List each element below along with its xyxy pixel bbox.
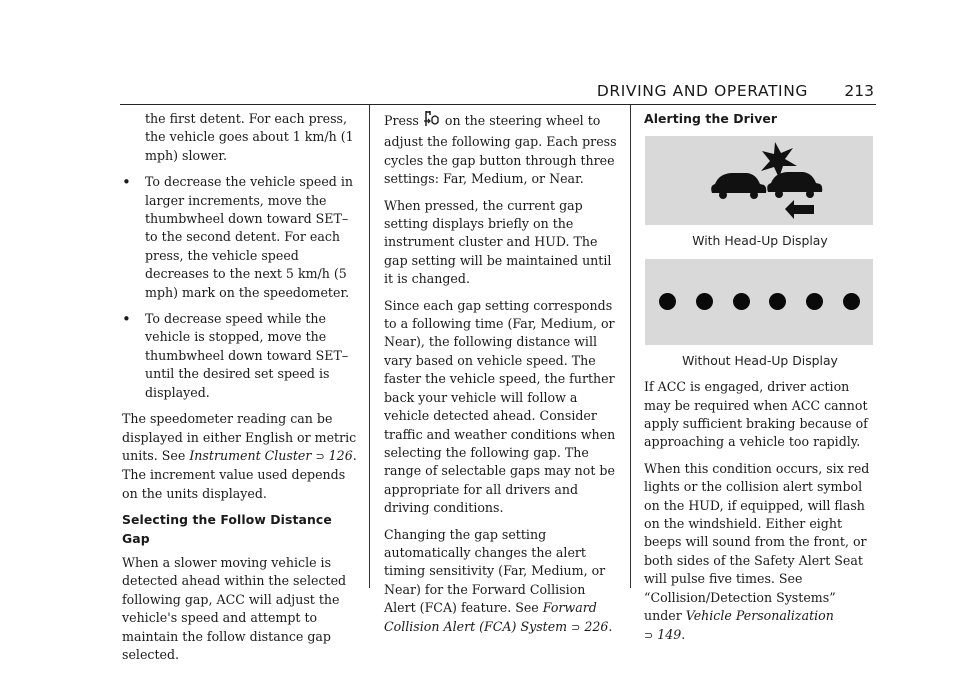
paragraph: When this condition occurs, six red lights or the collision alert symbol on the HUD, if equipped, will flash on the windshield. Either eight beeps will sound from the front, or both sides of the Safety Alert Seat will pulse five times. See “Collision/Detection Systems” under Vehicle Personalization ⊃ 149. <box>644 460 870 642</box>
alert-light-icon <box>733 293 750 310</box>
section-title: DRIVING AND OPERATING <box>596 82 808 100</box>
fca-system-link[interactable]: Forward Collision Alert (FCA) System ⊃ 226 <box>384 600 609 634</box>
hud-collision-illustration <box>645 136 873 225</box>
bullet-item: • To decrease speed while the vehicle is stopped, move the thumbwheel down toward SET– until the desired set speed is displayed. <box>122 310 349 400</box>
page-ref-icon: ⊃ <box>571 620 581 634</box>
paragraph: When a slower moving vehicle is detected ahead within the selected following gap, ACC will adjust the vehicle's speed and attempt to maintain the follow distance gap selected. <box>122 554 347 662</box>
alert-light-icon <box>769 293 786 310</box>
instrument-cluster-link[interactable]: Instrument Cluster ⊃ 126 <box>189 447 353 463</box>
bullet-item: • To decrease the vehicle speed in larger increments, move the thumbwheel down toward SET– to the second detent. For each press, the vehicle speed decreases to the next 5 km/h (5 mph) mark on the speedometer. <box>122 173 353 300</box>
paragraph: Since each gap setting corresponds to a following time (Far, Medium, or Near), the following distance will vary based on vehicle speed. The faster the vehicle speed, the further back your vehicle will follow a vehicle detected ahead. Consider traffic and weather conditions when selecting the following gap. The range of selectable gaps may not be appropriate for all drivers and driving conditions. <box>384 297 616 516</box>
alert-light-icon <box>806 293 823 310</box>
page-number: 213 <box>844 82 874 100</box>
alert-lights <box>645 293 873 310</box>
column-3 <box>644 110 876 653</box>
paragraph: Press on the steering wheel to adjust the following gap. Each press cycles the gap button through three settings: Far, Medium, or Near. <box>384 110 620 189</box>
bullet-icon: • <box>122 173 131 192</box>
section-heading: Selecting the Follow Distance Gap <box>122 512 332 546</box>
paragraph: The speedometer reading can be displayed in either English or metric units. See Instrument Cluster ⊃ 126. The increment value used depends on the units displayed. <box>122 411 357 501</box>
page-header <box>120 82 876 105</box>
column-1 <box>122 110 358 672</box>
alert-light-icon <box>659 293 676 310</box>
alert-light-icon <box>696 293 713 310</box>
follow-gap-icon <box>424 110 440 133</box>
figure-caption: Without Head-Up Display <box>682 352 838 368</box>
column-divider <box>369 105 370 588</box>
column-divider <box>630 105 631 588</box>
alert-light-icon <box>843 293 860 310</box>
column-2 <box>384 110 620 645</box>
bullet-icon: • <box>122 310 131 329</box>
page-ref-icon: ⊃ <box>644 628 654 642</box>
section-heading: Alerting the Driver <box>644 111 778 126</box>
alert-lights-illustration <box>645 259 873 345</box>
figure-caption: With Head-Up Display <box>692 233 828 249</box>
paragraph: If ACC is engaged, driver action may be required when ACC cannot apply sufficient braking because of approaching a vehicle too rapidly. <box>644 379 868 450</box>
paragraph: When pressed, the current gap setting displays briefly on the instrument cluster and HUD. The gap setting will be maintained until it is changed. <box>384 197 612 287</box>
vehicle-personalization-link[interactable]: Vehicle Personalization ⊃ 149 <box>644 608 834 642</box>
paragraph: Changing the gap setting automatically changes the alert timing sensitivity (Far, Medium, or Near) for the Forward Collision Alert (FCA) feature. See Forward Collision Alert (FCA) System ⊃ 226. <box>384 526 613 634</box>
collision-alert-icon <box>645 136 873 225</box>
continued-text: the first detent. For each press, the vehicle goes about 1 km/h (1 mph) slower. <box>145 111 354 163</box>
page-ref-icon: ⊃ <box>315 449 325 463</box>
